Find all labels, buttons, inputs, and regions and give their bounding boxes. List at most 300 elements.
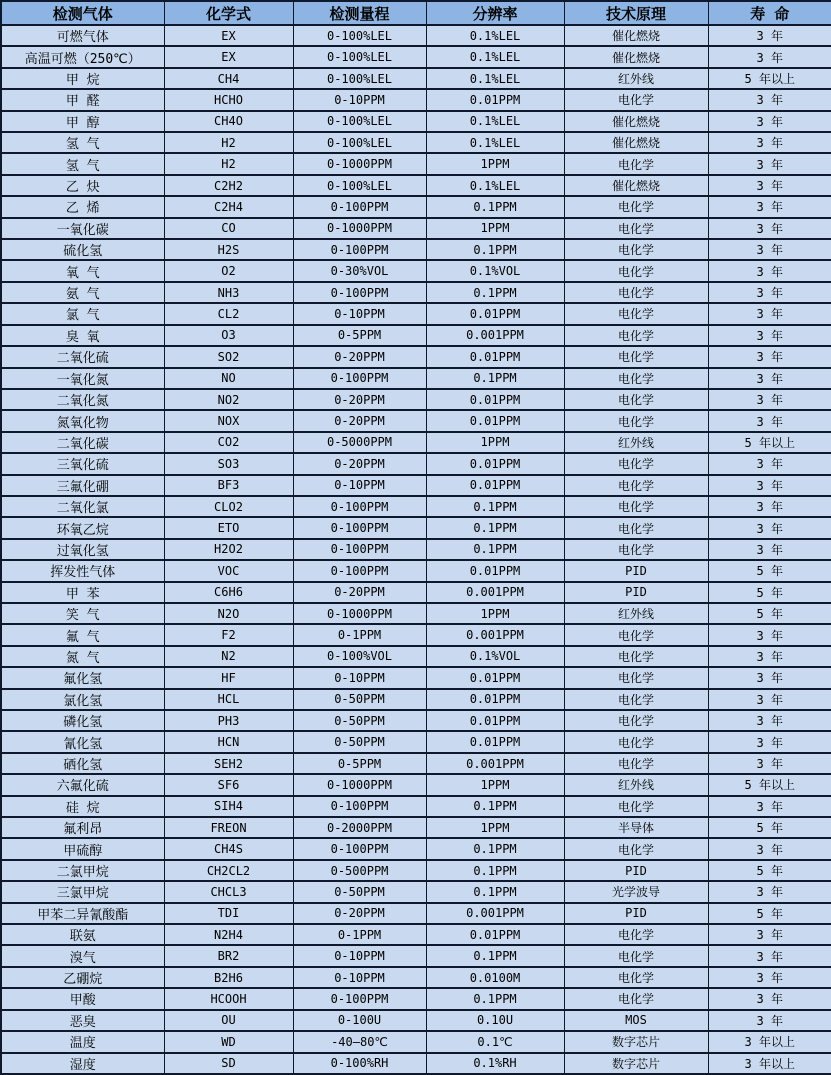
formula-cell: H2S bbox=[164, 239, 293, 260]
table-row bbox=[1, 196, 831, 217]
table-row bbox=[1, 453, 831, 474]
resolution-cell: 0.1PPM bbox=[426, 988, 564, 1009]
gas-name-cell: 甲苯二异氰酸酯 bbox=[1, 903, 164, 924]
principle-cell: 红外线 bbox=[564, 68, 708, 89]
lifespan-cell: 5 年 bbox=[708, 817, 831, 838]
formula-cell: TDI bbox=[164, 903, 293, 924]
lifespan-cell: 3 年 bbox=[708, 89, 831, 110]
range-cell: 0-100%LEL bbox=[293, 46, 426, 67]
range-cell: 0-10PPM bbox=[293, 945, 426, 966]
gas-name-cell: 硫化氢 bbox=[1, 239, 164, 260]
range-cell: 0-20PPM bbox=[293, 389, 426, 410]
gas-name-cell: 二氧化氯 bbox=[1, 496, 164, 517]
table-row bbox=[1, 46, 831, 67]
resolution-cell: 0.1PPM bbox=[426, 517, 564, 538]
gas-name-cell: 联氨 bbox=[1, 924, 164, 945]
principle-cell: 电化学 bbox=[564, 838, 708, 859]
resolution-cell: 0.01PPM bbox=[426, 410, 564, 431]
range-cell: 0-10PPM bbox=[293, 89, 426, 110]
resolution-cell: 0.001PPM bbox=[426, 624, 564, 645]
principle-cell: 电化学 bbox=[564, 924, 708, 945]
resolution-cell: 0.01PPM bbox=[426, 689, 564, 710]
formula-cell: F2 bbox=[164, 624, 293, 645]
range-cell: -40—80℃ bbox=[293, 1031, 426, 1052]
range-cell: 0-20PPM bbox=[293, 346, 426, 367]
table-row bbox=[1, 903, 831, 924]
gas-name-cell: 二氯甲烷 bbox=[1, 860, 164, 881]
resolution-cell: 0.1PPM bbox=[426, 945, 564, 966]
table-row bbox=[1, 560, 831, 581]
principle-cell: 电化学 bbox=[564, 710, 708, 731]
table-row bbox=[1, 410, 831, 431]
range-cell: 0-100%LEL bbox=[293, 25, 426, 46]
table-row bbox=[1, 260, 831, 281]
lifespan-cell: 3 年 bbox=[708, 689, 831, 710]
gas-name-cell: 二氧化硫 bbox=[1, 346, 164, 367]
formula-cell: N2 bbox=[164, 646, 293, 667]
resolution-cell: 0.1%LEL bbox=[426, 46, 564, 67]
range-cell: 0-500PPM bbox=[293, 860, 426, 881]
formula-cell: SEH2 bbox=[164, 753, 293, 774]
resolution-cell: 0.1PPM bbox=[426, 368, 564, 389]
lifespan-cell: 3 年 bbox=[708, 496, 831, 517]
formula-cell: HF bbox=[164, 667, 293, 688]
principle-cell: 电化学 bbox=[564, 753, 708, 774]
principle-cell: 电化学 bbox=[564, 346, 708, 367]
formula-cell: PH3 bbox=[164, 710, 293, 731]
column-header-principle: 技术原理 bbox=[564, 1, 708, 25]
formula-cell: SO3 bbox=[164, 453, 293, 474]
gas-name-cell: 环氧乙烷 bbox=[1, 517, 164, 538]
principle-cell: 电化学 bbox=[564, 624, 708, 645]
range-cell: 0-100U bbox=[293, 1010, 426, 1031]
resolution-cell: 1PPM bbox=[426, 817, 564, 838]
table-row bbox=[1, 132, 831, 153]
formula-cell: N2O bbox=[164, 603, 293, 624]
table-row bbox=[1, 432, 831, 453]
range-cell: 0-100PPM bbox=[293, 517, 426, 538]
resolution-cell: 0.1℃ bbox=[426, 1031, 564, 1052]
table-row bbox=[1, 1053, 831, 1075]
principle-cell: MOS bbox=[564, 1010, 708, 1031]
table-row bbox=[1, 945, 831, 966]
principle-cell: 电化学 bbox=[564, 945, 708, 966]
formula-cell: O3 bbox=[164, 325, 293, 346]
principle-cell: 电化学 bbox=[564, 667, 708, 688]
range-cell: 0-100%VOL bbox=[293, 646, 426, 667]
table-row bbox=[1, 582, 831, 603]
resolution-cell: 0.01PPM bbox=[426, 710, 564, 731]
principle-cell: 电化学 bbox=[564, 260, 708, 281]
principle-cell: PID bbox=[564, 903, 708, 924]
formula-cell: CH4S bbox=[164, 838, 293, 859]
table-row bbox=[1, 218, 831, 239]
gas-name-cell: 氰化氢 bbox=[1, 731, 164, 752]
gas-name-cell: 湿度 bbox=[1, 1053, 164, 1075]
table-row bbox=[1, 68, 831, 89]
gas-name-cell: 可燃气体 bbox=[1, 25, 164, 46]
resolution-cell: 1PPM bbox=[426, 774, 564, 795]
gas-name-cell: 氢 气 bbox=[1, 132, 164, 153]
lifespan-cell: 5 年以上 bbox=[708, 432, 831, 453]
lifespan-cell: 3 年 bbox=[708, 475, 831, 496]
formula-cell: FREON bbox=[164, 817, 293, 838]
formula-cell: CH4O bbox=[164, 111, 293, 132]
table-row bbox=[1, 710, 831, 731]
principle-cell: 电化学 bbox=[564, 496, 708, 517]
gas-name-cell: 甲硫醇 bbox=[1, 838, 164, 859]
lifespan-cell: 3 年 bbox=[708, 624, 831, 645]
principle-cell: 光学波导 bbox=[564, 881, 708, 902]
gas-name-cell: 臭 氧 bbox=[1, 325, 164, 346]
table-row bbox=[1, 346, 831, 367]
resolution-cell: 0.1%RH bbox=[426, 1053, 564, 1075]
lifespan-cell: 3 年 bbox=[708, 453, 831, 474]
formula-cell: CL2 bbox=[164, 303, 293, 324]
gas-name-cell: 笑 气 bbox=[1, 603, 164, 624]
lifespan-cell: 3 年 bbox=[708, 218, 831, 239]
resolution-cell: 1PPM bbox=[426, 153, 564, 174]
lifespan-cell: 5 年以上 bbox=[708, 774, 831, 795]
table-row bbox=[1, 239, 831, 260]
principle-cell: 电化学 bbox=[564, 153, 708, 174]
resolution-cell: 0.1%LEL bbox=[426, 132, 564, 153]
resolution-cell: 0.01PPM bbox=[426, 389, 564, 410]
gas-name-cell: 挥发性气体 bbox=[1, 560, 164, 581]
principle-cell: 数字芯片 bbox=[564, 1053, 708, 1075]
formula-cell: SF6 bbox=[164, 774, 293, 795]
gas-name-cell: 氧 气 bbox=[1, 260, 164, 281]
gas-name-cell: 甲 苯 bbox=[1, 582, 164, 603]
resolution-cell: 0.1PPM bbox=[426, 196, 564, 217]
resolution-cell: 1PPM bbox=[426, 218, 564, 239]
table-row bbox=[1, 667, 831, 688]
resolution-cell: 0.001PPM bbox=[426, 753, 564, 774]
principle-cell: PID bbox=[564, 582, 708, 603]
lifespan-cell: 3 年 bbox=[708, 303, 831, 324]
lifespan-cell: 3 年 bbox=[708, 710, 831, 731]
gas-name-cell: 六氟化硫 bbox=[1, 774, 164, 795]
gas-name-cell: 二氧化氮 bbox=[1, 389, 164, 410]
lifespan-cell: 3 年 bbox=[708, 945, 831, 966]
table-row bbox=[1, 517, 831, 538]
gas-name-cell: 一氧化氮 bbox=[1, 368, 164, 389]
gas-name-cell: 氯 气 bbox=[1, 303, 164, 324]
principle-cell: 催化燃烧 bbox=[564, 25, 708, 46]
formula-cell: C6H6 bbox=[164, 582, 293, 603]
range-cell: 0-5000PPM bbox=[293, 432, 426, 453]
principle-cell: 电化学 bbox=[564, 539, 708, 560]
principle-cell: 电化学 bbox=[564, 731, 708, 752]
range-cell: 0-100PPM bbox=[293, 539, 426, 560]
formula-cell: NO bbox=[164, 368, 293, 389]
table-body bbox=[1, 25, 831, 1074]
formula-cell: SIH4 bbox=[164, 796, 293, 817]
principle-cell: 电化学 bbox=[564, 453, 708, 474]
range-cell: 0-5PPM bbox=[293, 325, 426, 346]
principle-cell: 电化学 bbox=[564, 196, 708, 217]
resolution-cell: 0.1%VOL bbox=[426, 646, 564, 667]
range-cell: 0-100PPM bbox=[293, 988, 426, 1009]
range-cell: 0-10PPM bbox=[293, 475, 426, 496]
lifespan-cell: 3 年 bbox=[708, 153, 831, 174]
gas-name-cell: 甲酸 bbox=[1, 988, 164, 1009]
resolution-cell: 0.10U bbox=[426, 1010, 564, 1031]
formula-cell: NO2 bbox=[164, 389, 293, 410]
principle-cell: PID bbox=[564, 560, 708, 581]
lifespan-cell: 3 年 bbox=[708, 260, 831, 281]
resolution-cell: 0.01PPM bbox=[426, 731, 564, 752]
lifespan-cell: 3 年 bbox=[708, 796, 831, 817]
gas-name-cell: 乙 烯 bbox=[1, 196, 164, 217]
formula-cell: OU bbox=[164, 1010, 293, 1031]
resolution-cell: 0.1%LEL bbox=[426, 111, 564, 132]
resolution-cell: 0.1PPM bbox=[426, 539, 564, 560]
formula-cell: C2H4 bbox=[164, 196, 293, 217]
column-header-range: 检测量程 bbox=[293, 1, 426, 25]
table-row bbox=[1, 838, 831, 859]
range-cell: 0-100PPM bbox=[293, 496, 426, 517]
gas-name-cell: 氢 气 bbox=[1, 153, 164, 174]
principle-cell: 电化学 bbox=[564, 689, 708, 710]
lifespan-cell: 5 年 bbox=[708, 560, 831, 581]
formula-cell: H2O2 bbox=[164, 539, 293, 560]
principle-cell: PID bbox=[564, 860, 708, 881]
gas-name-cell: 硒化氢 bbox=[1, 753, 164, 774]
lifespan-cell: 3 年 bbox=[708, 25, 831, 46]
header-row bbox=[1, 1, 831, 25]
formula-cell: HCL bbox=[164, 689, 293, 710]
range-cell: 0-2000PPM bbox=[293, 817, 426, 838]
range-cell: 0-1PPM bbox=[293, 624, 426, 645]
resolution-cell: 1PPM bbox=[426, 432, 564, 453]
range-cell: 0-100PPM bbox=[293, 196, 426, 217]
range-cell: 0-100%LEL bbox=[293, 175, 426, 196]
resolution-cell: 0.1%VOL bbox=[426, 260, 564, 281]
resolution-cell: 0.001PPM bbox=[426, 903, 564, 924]
principle-cell: 电化学 bbox=[564, 218, 708, 239]
formula-cell: B2H6 bbox=[164, 967, 293, 988]
range-cell: 0-20PPM bbox=[293, 453, 426, 474]
principle-cell: 电化学 bbox=[564, 89, 708, 110]
principle-cell: 电化学 bbox=[564, 967, 708, 988]
table-row bbox=[1, 389, 831, 410]
range-cell: 0-5PPM bbox=[293, 753, 426, 774]
formula-cell: EX bbox=[164, 46, 293, 67]
resolution-cell: 0.1PPM bbox=[426, 860, 564, 881]
table-row bbox=[1, 817, 831, 838]
lifespan-cell: 3 年 bbox=[708, 282, 831, 303]
table-row bbox=[1, 303, 831, 324]
resolution-cell: 0.1%LEL bbox=[426, 68, 564, 89]
table-row bbox=[1, 603, 831, 624]
resolution-cell: 0.01PPM bbox=[426, 303, 564, 324]
principle-cell: 电化学 bbox=[564, 988, 708, 1009]
lifespan-cell: 3 年 bbox=[708, 175, 831, 196]
formula-cell: H2 bbox=[164, 153, 293, 174]
lifespan-cell: 3 年 bbox=[708, 239, 831, 260]
table-row bbox=[1, 1010, 831, 1031]
range-cell: 0-50PPM bbox=[293, 881, 426, 902]
formula-cell: C2H2 bbox=[164, 175, 293, 196]
table-row bbox=[1, 325, 831, 346]
gas-name-cell: 甲 烷 bbox=[1, 68, 164, 89]
range-cell: 0-100PPM bbox=[293, 560, 426, 581]
formula-cell: HCN bbox=[164, 731, 293, 752]
range-cell: 0-50PPM bbox=[293, 731, 426, 752]
table-row bbox=[1, 111, 831, 132]
resolution-cell: 0.01PPM bbox=[426, 560, 564, 581]
lifespan-cell: 3 年 bbox=[708, 881, 831, 902]
table-row bbox=[1, 753, 831, 774]
resolution-cell: 0.01PPM bbox=[426, 346, 564, 367]
table-row bbox=[1, 153, 831, 174]
table-row bbox=[1, 967, 831, 988]
column-header-lifespan: 寿 命 bbox=[708, 1, 831, 25]
lifespan-cell: 3 年 bbox=[708, 924, 831, 945]
principle-cell: 电化学 bbox=[564, 796, 708, 817]
table-row bbox=[1, 1031, 831, 1052]
formula-cell: CO bbox=[164, 218, 293, 239]
table-row bbox=[1, 796, 831, 817]
lifespan-cell: 3 年 bbox=[708, 368, 831, 389]
gas-name-cell: 氯化氢 bbox=[1, 689, 164, 710]
gas-name-cell: 一氧化碳 bbox=[1, 218, 164, 239]
gas-name-cell: 氮氧化物 bbox=[1, 410, 164, 431]
resolution-cell: 0.1%LEL bbox=[426, 25, 564, 46]
principle-cell: 红外线 bbox=[564, 603, 708, 624]
formula-cell: BR2 bbox=[164, 945, 293, 966]
principle-cell: 电化学 bbox=[564, 239, 708, 260]
gas-name-cell: 温度 bbox=[1, 1031, 164, 1052]
table-row bbox=[1, 496, 831, 517]
principle-cell: 电化学 bbox=[564, 368, 708, 389]
range-cell: 0-100PPM bbox=[293, 368, 426, 389]
gas-name-cell: 氮 气 bbox=[1, 646, 164, 667]
table-row bbox=[1, 924, 831, 945]
gas-name-cell: 高温可燃（250℃） bbox=[1, 46, 164, 67]
gas-name-cell: 乙 炔 bbox=[1, 175, 164, 196]
range-cell: 0-100%LEL bbox=[293, 132, 426, 153]
principle-cell: 催化燃烧 bbox=[564, 111, 708, 132]
lifespan-cell: 3 年 bbox=[708, 646, 831, 667]
formula-cell: H2 bbox=[164, 132, 293, 153]
table-row bbox=[1, 881, 831, 902]
table-row bbox=[1, 89, 831, 110]
resolution-cell: 0.01PPM bbox=[426, 89, 564, 110]
lifespan-cell: 3 年 bbox=[708, 196, 831, 217]
range-cell: 0-100PPM bbox=[293, 239, 426, 260]
gas-name-cell: 硅 烷 bbox=[1, 796, 164, 817]
formula-cell: CHCL3 bbox=[164, 881, 293, 902]
principle-cell: 电化学 bbox=[564, 410, 708, 431]
range-cell: 0-50PPM bbox=[293, 710, 426, 731]
principle-cell: 红外线 bbox=[564, 774, 708, 795]
lifespan-cell: 3 年以上 bbox=[708, 1031, 831, 1052]
resolution-cell: 0.01PPM bbox=[426, 475, 564, 496]
table-row bbox=[1, 988, 831, 1009]
lifespan-cell: 5 年以上 bbox=[708, 68, 831, 89]
gas-name-cell: 三氧化硫 bbox=[1, 453, 164, 474]
resolution-cell: 0.01PPM bbox=[426, 667, 564, 688]
formula-cell: EX bbox=[164, 25, 293, 46]
table-row bbox=[1, 368, 831, 389]
table-row bbox=[1, 539, 831, 560]
resolution-cell: 0.0100M bbox=[426, 967, 564, 988]
resolution-cell: 0.001PPM bbox=[426, 325, 564, 346]
formula-cell: N2H4 bbox=[164, 924, 293, 945]
lifespan-cell: 3 年 bbox=[708, 132, 831, 153]
principle-cell: 电化学 bbox=[564, 282, 708, 303]
lifespan-cell: 3 年 bbox=[708, 838, 831, 859]
lifespan-cell: 3 年 bbox=[708, 517, 831, 538]
range-cell: 0-10PPM bbox=[293, 667, 426, 688]
range-cell: 0-30%VOL bbox=[293, 260, 426, 281]
formula-cell: NOX bbox=[164, 410, 293, 431]
gas-name-cell: 过氧化氢 bbox=[1, 539, 164, 560]
resolution-cell: 0.01PPM bbox=[426, 924, 564, 945]
lifespan-cell: 3 年以上 bbox=[708, 1053, 831, 1075]
range-cell: 0-10PPM bbox=[293, 967, 426, 988]
lifespan-cell: 5 年 bbox=[708, 582, 831, 603]
lifespan-cell: 3 年 bbox=[708, 731, 831, 752]
formula-cell: CO2 bbox=[164, 432, 293, 453]
column-header-gas: 检测气体 bbox=[1, 1, 164, 25]
principle-cell: 催化燃烧 bbox=[564, 132, 708, 153]
range-cell: 0-1000PPM bbox=[293, 218, 426, 239]
table-row bbox=[1, 860, 831, 881]
lifespan-cell: 3 年 bbox=[708, 667, 831, 688]
resolution-cell: 0.1PPM bbox=[426, 796, 564, 817]
formula-cell: CH2CL2 bbox=[164, 860, 293, 881]
formula-cell: HCHO bbox=[164, 89, 293, 110]
lifespan-cell: 3 年 bbox=[708, 1010, 831, 1031]
column-header-formula: 化学式 bbox=[164, 1, 293, 25]
table-row bbox=[1, 175, 831, 196]
gas-name-cell: 三氟化硼 bbox=[1, 475, 164, 496]
range-cell: 0-10PPM bbox=[293, 303, 426, 324]
principle-cell: 电化学 bbox=[564, 389, 708, 410]
range-cell: 0-20PPM bbox=[293, 410, 426, 431]
range-cell: 0-1000PPM bbox=[293, 603, 426, 624]
range-cell: 0-1PPM bbox=[293, 924, 426, 945]
gas-name-cell: 溴气 bbox=[1, 945, 164, 966]
principle-cell: 催化燃烧 bbox=[564, 175, 708, 196]
table-row bbox=[1, 475, 831, 496]
lifespan-cell: 3 年 bbox=[708, 753, 831, 774]
range-cell: 0-100PPM bbox=[293, 282, 426, 303]
range-cell: 0-100%RH bbox=[293, 1053, 426, 1075]
lifespan-cell: 3 年 bbox=[708, 346, 831, 367]
range-cell: 0-100%LEL bbox=[293, 111, 426, 132]
resolution-cell: 0.1%LEL bbox=[426, 175, 564, 196]
gas-name-cell: 氟利昂 bbox=[1, 817, 164, 838]
resolution-cell: 0.1PPM bbox=[426, 838, 564, 859]
table-row bbox=[1, 25, 831, 46]
gas-name-cell: 磷化氢 bbox=[1, 710, 164, 731]
lifespan-cell: 3 年 bbox=[708, 988, 831, 1009]
resolution-cell: 0.1PPM bbox=[426, 282, 564, 303]
lifespan-cell: 5 年 bbox=[708, 903, 831, 924]
resolution-cell: 0.1PPM bbox=[426, 496, 564, 517]
resolution-cell: 0.1PPM bbox=[426, 881, 564, 902]
principle-cell: 电化学 bbox=[564, 517, 708, 538]
lifespan-cell: 3 年 bbox=[708, 46, 831, 67]
formula-cell: SD bbox=[164, 1053, 293, 1075]
gas-name-cell: 三氯甲烷 bbox=[1, 881, 164, 902]
table-row bbox=[1, 646, 831, 667]
table-row bbox=[1, 774, 831, 795]
